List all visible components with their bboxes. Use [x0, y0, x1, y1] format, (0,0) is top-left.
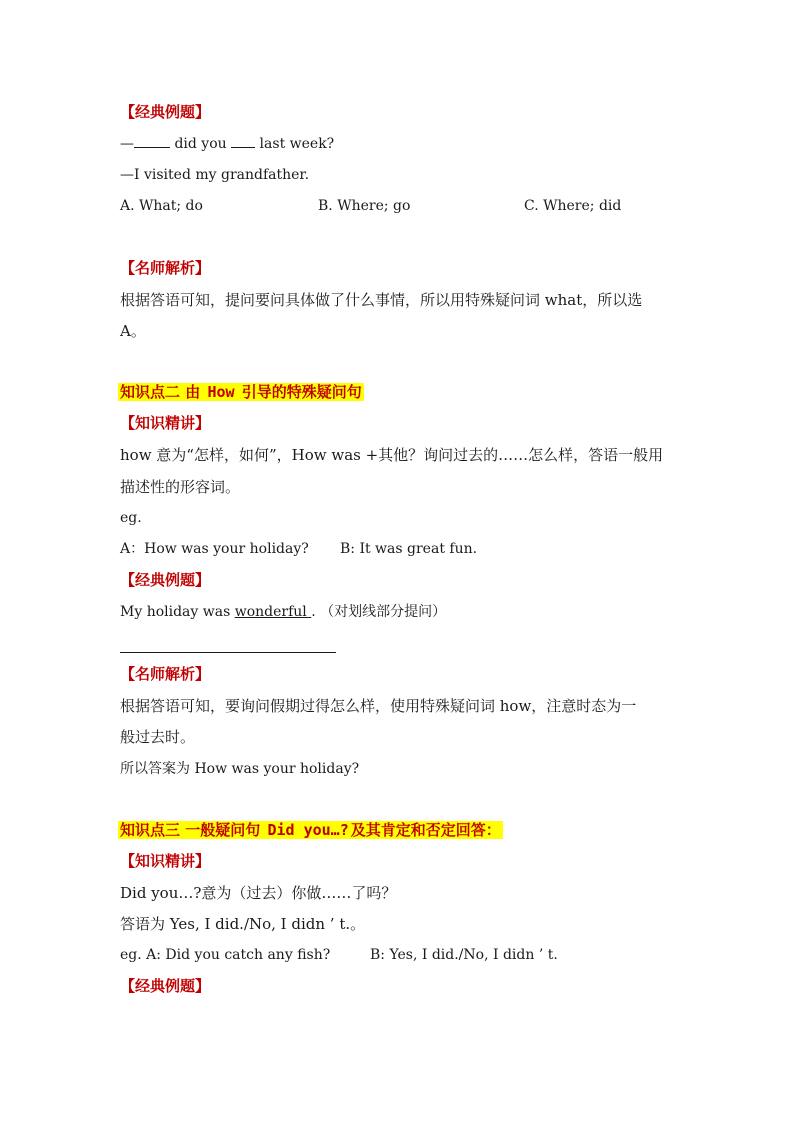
explanation-text: 描述性的形容词。 [120, 478, 241, 496]
explanation-text: 答语为 Yes, I did./No, I didn ’ t.。 [120, 915, 366, 933]
question-end: last week? [255, 136, 335, 152]
heading-text: 及其肯定和否定回答： [350, 821, 501, 839]
explanation-text: how 意为“怎样，如何”，How was +其他？询问过去的……怎么样，答语一般用 [120, 446, 664, 464]
section-heading [120, 821, 503, 840]
eg-label: eg. [120, 510, 142, 526]
question-mid: did you [170, 136, 232, 152]
heading-text: 知识点二 由 [120, 383, 206, 401]
analysis-text: 般过去时。 [120, 728, 196, 746]
question-line [120, 603, 446, 621]
analysis-label: 【名师解析】 [120, 259, 211, 277]
answer-line: —I visited my grandfather. [120, 167, 310, 183]
analysis-label: 【名师解析】 [120, 665, 211, 683]
answer-blank-2[interactable] [231, 135, 255, 148]
eg-line-answer: B: Yes, I did./No, I didn ’ t. [370, 947, 558, 963]
analysis-text: A。 [120, 322, 146, 340]
option-c: C. Where; did [524, 198, 622, 214]
analysis-text: 根据答语可知，提问要问具体做了什么事情，所以用特殊疑问词 what，所以选 [120, 291, 643, 309]
heading-text: 引导的特殊疑问句 [236, 383, 362, 401]
knowledge-label: 【知识精讲】 [120, 414, 211, 432]
answer-text: 所以答案为 How was your holiday? [120, 761, 360, 777]
explanation-text: Did you…?意为（过去）你做……了吗？ [120, 884, 397, 902]
example-label: 【经典例题】 [120, 977, 211, 995]
answer-line-blank[interactable] [120, 652, 336, 653]
option-b: B. Where; go [318, 198, 411, 214]
question-pre: My holiday was [120, 604, 235, 620]
underlined-word: wonderful [234, 604, 312, 620]
heading-keyword: Did you…? [267, 821, 349, 839]
question-post: . （对划线部分提问） [311, 604, 447, 620]
answer-blank-1[interactable] [134, 135, 170, 148]
option-a: A. What; do [120, 198, 203, 214]
analysis-text: 根据答语可知，要询问假期过得怎么样，使用特殊疑问词 how，注意时态为一 [120, 697, 637, 715]
section-heading [120, 383, 364, 402]
knowledge-label: 【知识精讲】 [120, 852, 211, 870]
dialog-a: A：How was your holiday? [120, 541, 309, 557]
heading-keyword: How [207, 383, 235, 401]
heading-text: 知识点三 一般疑问句 [120, 821, 266, 839]
eg-line: eg. A: Did you catch any fish? [120, 947, 331, 963]
dialog-b: B: It was great fun. [340, 541, 478, 557]
question-line [120, 135, 334, 153]
example-label: 【经典例题】 [120, 103, 211, 121]
question-dash: — [120, 136, 134, 152]
example-label: 【经典例题】 [120, 571, 211, 589]
